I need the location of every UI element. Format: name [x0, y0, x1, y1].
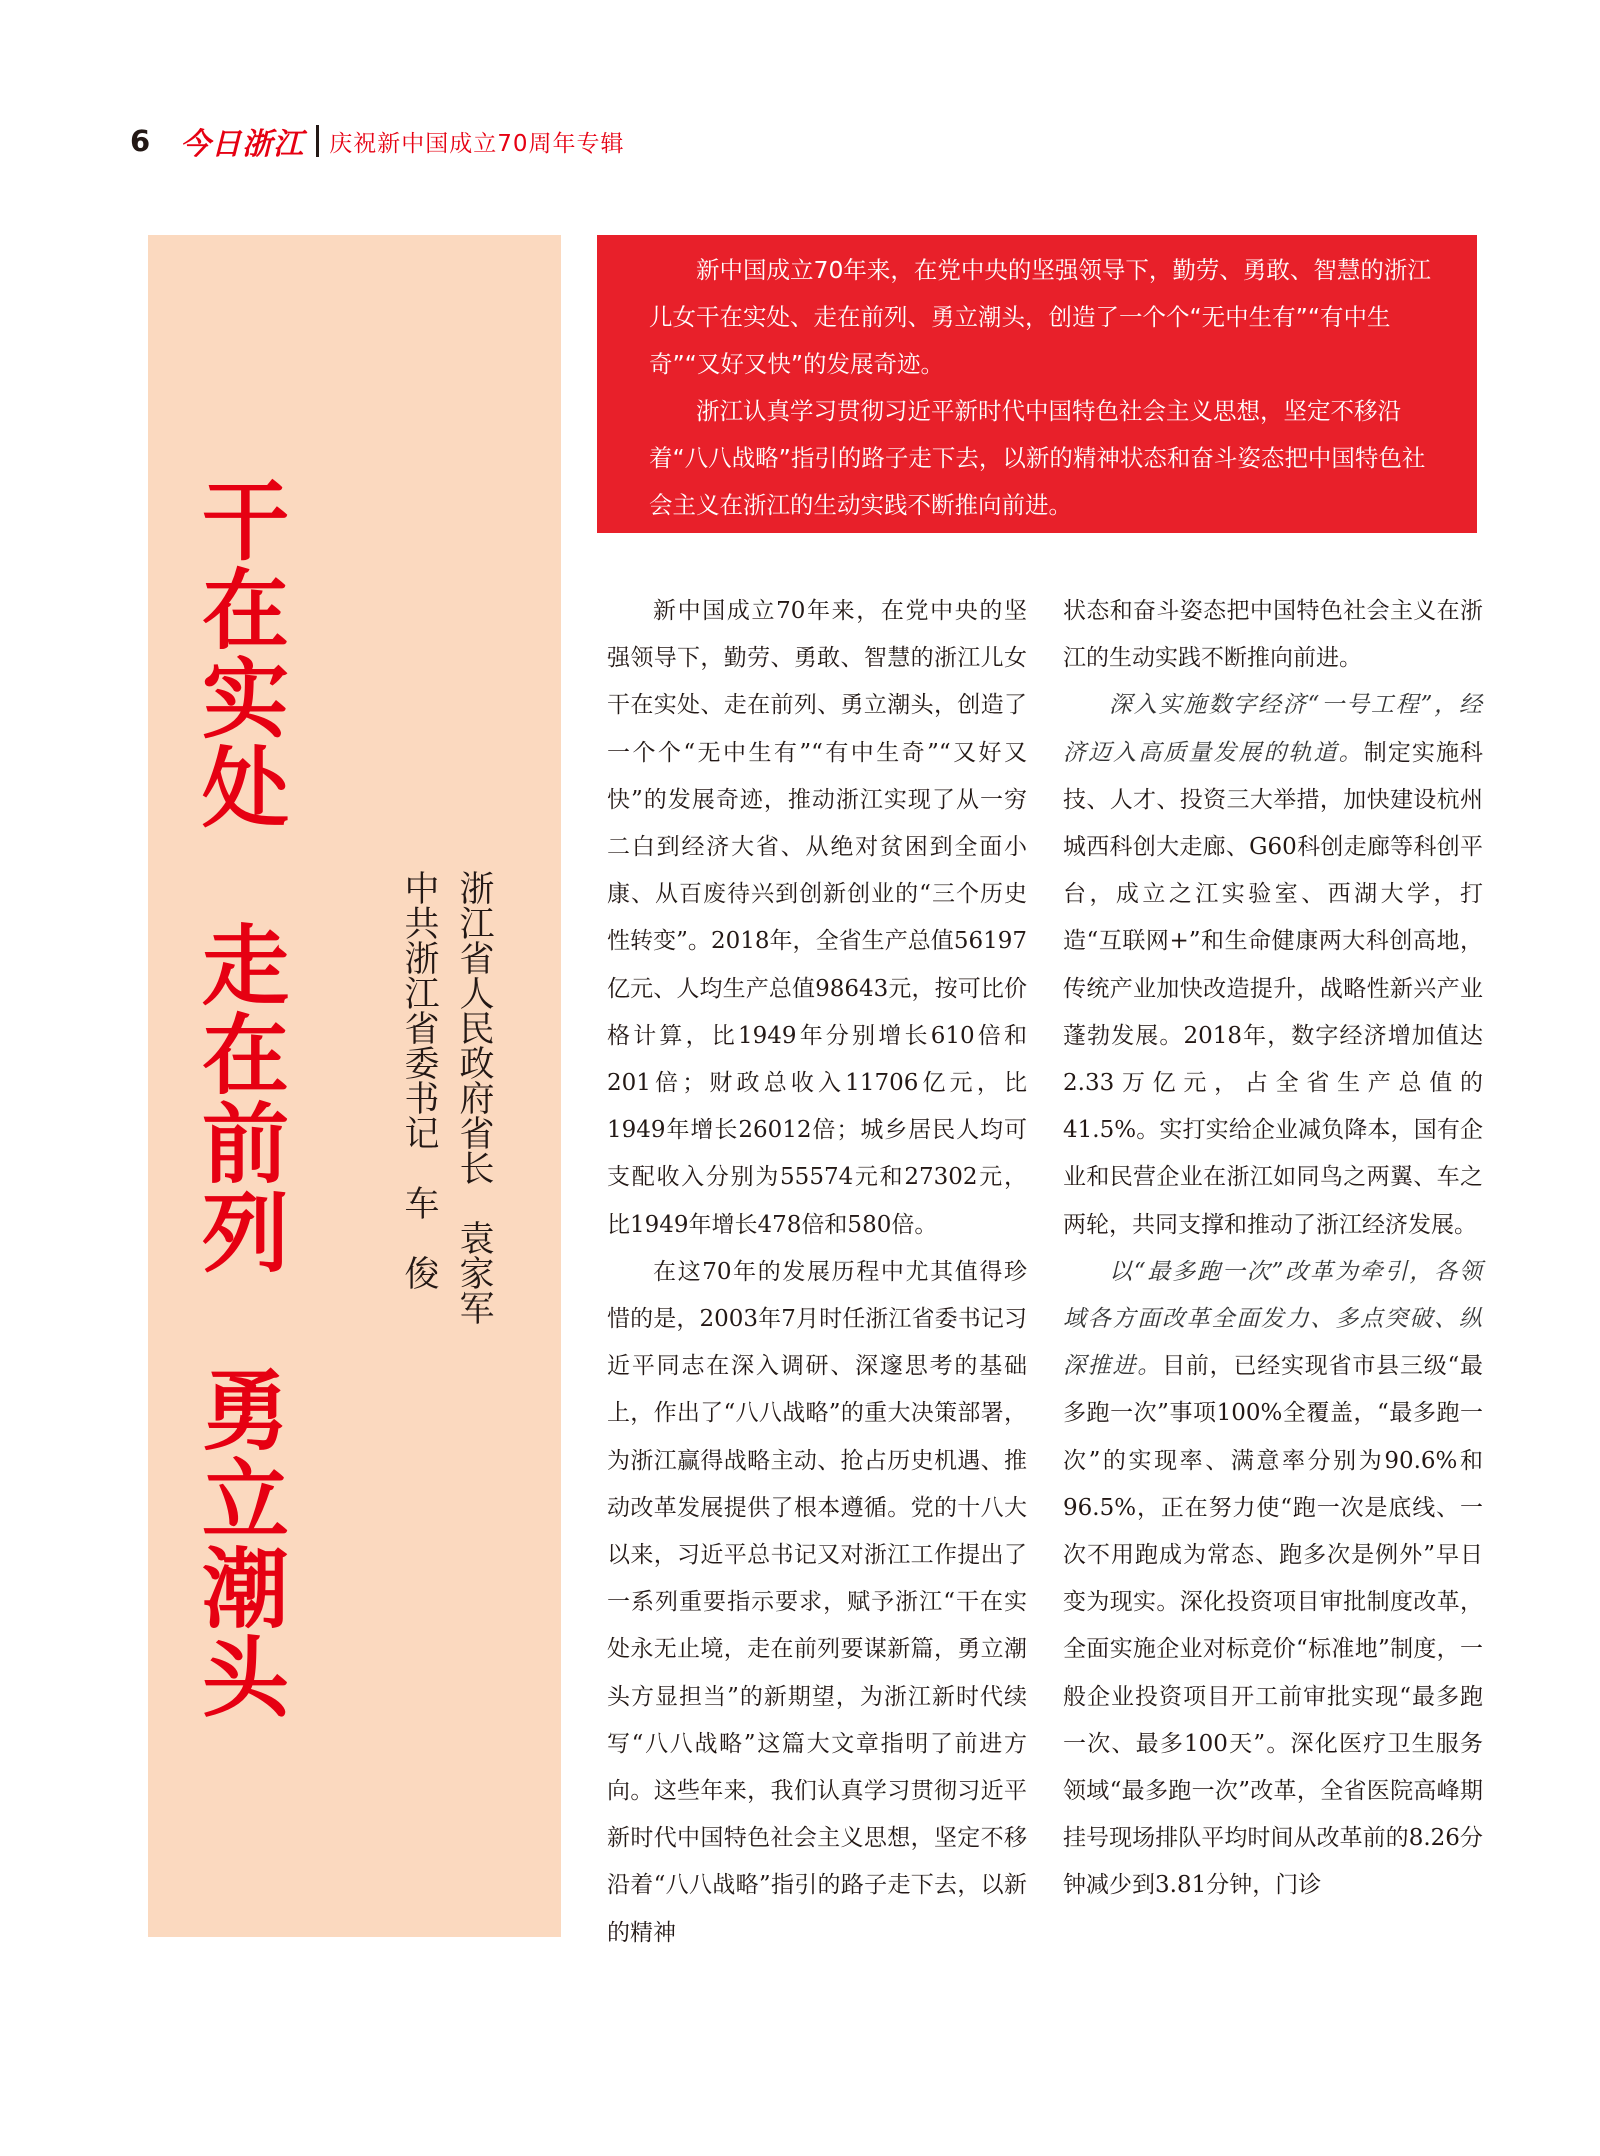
body-paragraph — [1063, 682, 1483, 1248]
section-lead-sentence: 深入实施数字经济“一号工程”，经济迈入高质量发展的轨道。 — [1063, 692, 1483, 766]
title-panel — [148, 235, 561, 1937]
paragraph-text: 目前，已经实现省市县三级“最多跑一次”事项100%全覆盖，“最多跑一次”的实现率、满意率分别为90.6%和96.5%，正在努力使“跑一次是底线、一次不用跑成为常态、跑多次是例外”早日变为现实。深化投资项目审批制度改革，全面实施企业对标竞价“标准地”制度，一般企业投资项目开工前审批实现“最多跑一次、最多100天”。深化医疗卫生服务领域“最多跑一次”改革，全省医院高峰期挂号现场排队平均时间从改革前的8.26分钟减少到3.81分钟，门诊 — [1063, 1353, 1484, 1899]
article-headline: 干在实处 走在前列 勇立潮头 — [187, 475, 289, 1721]
body-column-right — [1063, 588, 1483, 1910]
body-paragraph: 在这70年的发展历程中尤其值得珍惜的是，2003年7月时任浙江省委书记习近平同志在深入调研、深邃思考的基础上，作出了“八八战略”的重大决策部署，为浙江赢得战略主动、抢占历史机遇、推动改革发展提供了根本遵循。党的十八大以来，习近平总书记又对浙江工作提出了一系列重要指示要求，赋予浙江“干在实处永无止境，走在前列要谋新篇，勇立潮头方显担当”的新期望，为浙江新时代续写“八八战略”这篇大文章指明了前进方向。这些年来，我们认真学习贯彻习近平新时代中国特色社会主义思想，坚定不移沿着“八八战略”指引的路子走下去，以新的精神 — [607, 1258, 1027, 1946]
intro-paragraph: 新中国成立70年来，在党中央的坚强领导下，勤劳、勇敢、智慧的浙江儿女干在实处、走在前列、勇立潮头，创造了一个个“无中生有”“有中生奇”“又好又快”的发展奇迹。 — [649, 256, 1431, 378]
section-lead-sentence: 以“最多跑一次”改革为牵引，各领域各方面改革全面发力、多点突破、纵深推进。 — [1063, 1258, 1483, 1380]
intro-summary-box — [597, 235, 1477, 533]
magazine-logo: 今日浙江 — [180, 127, 305, 162]
page-header — [130, 118, 624, 164]
byline-secretary: 中共浙江省委书记 车 俊 — [399, 870, 439, 1290]
body-column-left — [607, 588, 1027, 1957]
page-number: 6 — [130, 124, 151, 158]
paragraph-text: 制定实施科技、人才、投资三大举措，加快建设杭州城西科创大走廊、G60科创走廊等科创平台，成立之江实验室、西湖大学，打造“互联网+”和生命健康两大科创高地，传统产业加快改造提升，战略性新兴产业蓬勃发展。2018年，数字经济增加值达2.33万亿元，占全省生产总值的41.5%。实打实给企业减负降本，国有企业和民营企业在浙江如同鸟之两翼、车之两轮，共同支撑和推动了浙江经济发展。 — [1063, 739, 1483, 1238]
column-title: 庆祝新中国成立70周年专辑 — [329, 130, 625, 157]
body-paragraph — [1063, 1249, 1483, 1910]
intro-paragraph: 浙江认真学习贯彻习近平新时代中国特色社会主义思想，坚定不移沿着“八八战略”指引的路子走下去，以新的精神状态和奋斗姿态把中国特色社会主义在浙江的生动实践不断推向前进。 — [649, 397, 1426, 519]
byline-governor: 浙江省人民政府省长 袁家军 — [454, 870, 494, 1325]
body-paragraph: 状态和奋斗姿态把中国特色社会主义在浙江的生动实践不断推向前进。 — [1063, 598, 1483, 672]
header-divider — [316, 125, 319, 157]
body-paragraph: 新中国成立70年来，在党中央的坚强领导下，勤劳、勇敢、智慧的浙江儿女干在实处、走在前列、勇立潮头，创造了一个个“无中生有”“有中生奇”“又好又快”的发展奇迹，推动浙江实现了从一穷二白到经济大省、从绝对贫困到全面小康、从百废待兴到创新创业的“三个历史性转变”。2018年，全省生产总值56197亿元、人均生产总值98643元，按可比价格计算，比1949年分别增长610倍和201倍；财政总收入11706亿元，比1949年增长26012倍；城乡居民人均可支配收入分别为55574元和27302元，比1949年增长478倍和580倍。 — [607, 598, 1027, 1238]
